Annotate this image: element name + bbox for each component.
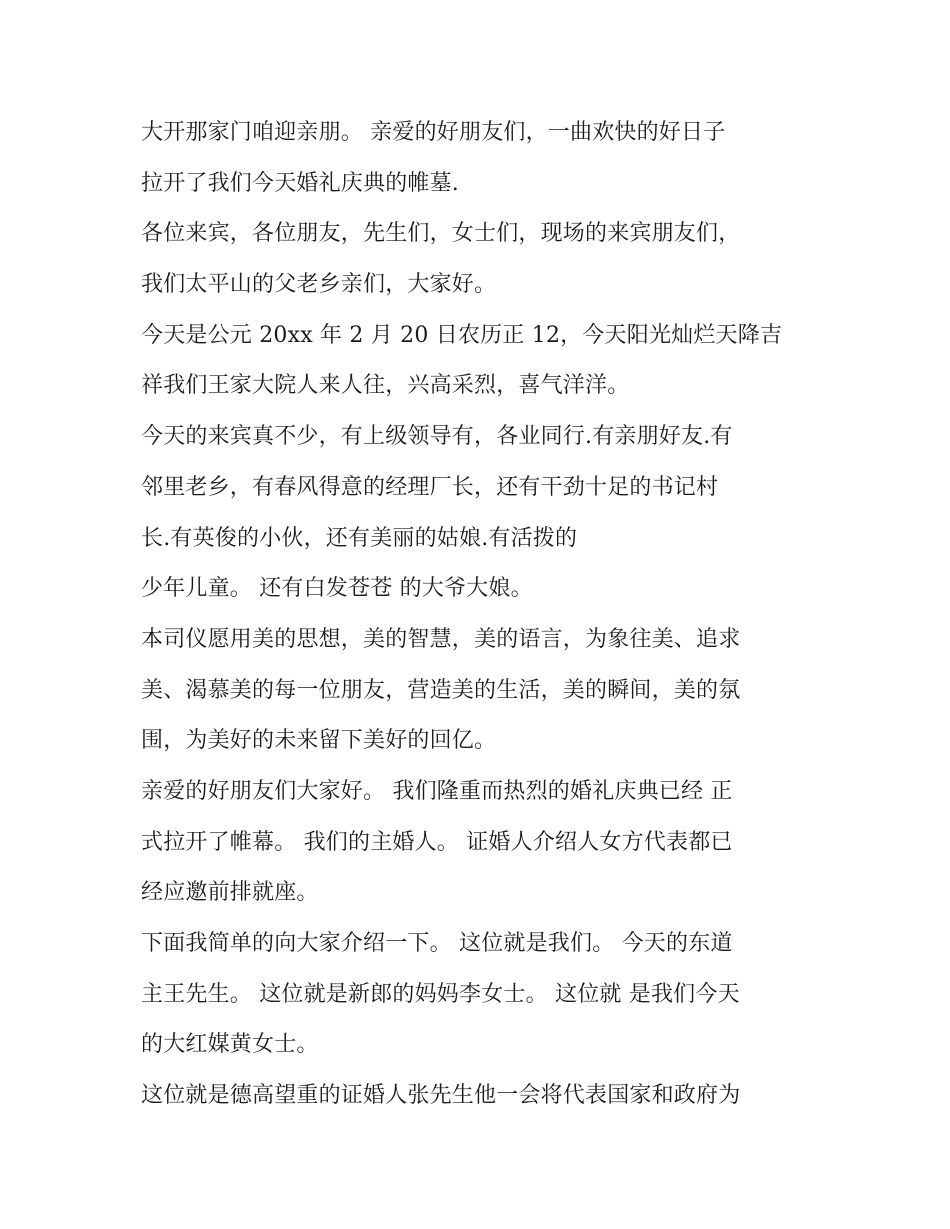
text-line: 的大红媒黄女士。 xyxy=(141,1032,319,1058)
text-line: 今天是公元 20xx 年 2 月 20 日农历正 12，今天阳光灿烂天降吉 xyxy=(141,322,783,348)
text-line: 本司仪愿用美的思想，美的智慧，美的语言，为象往美、追求 xyxy=(141,626,741,652)
text-line: 祥我们王家大院人来人往，兴高采烈，喜气洋洋。 xyxy=(141,373,630,399)
text-line: 下面我简单的向大家介绍一下。 这位就是我们。 今天的东道 xyxy=(141,931,733,956)
text-line: 围，为美好的未来留下美好的回亿。 xyxy=(141,728,497,754)
text-line: 今天的来宾真不少，有上级领导有，各业同行.有亲朋好友.有 xyxy=(141,424,733,450)
text-line: 大开那家门咱迎亲朋。 亲爱的好朋友们，一曲欢快的好日子 xyxy=(141,120,726,145)
text-line: 各位来宾，各位朋友，先生们，女士们，现场的来宾朋友们， xyxy=(141,221,741,247)
text-line: 亲爱的好朋友们大家好。 我们隆重而热烈的婚礼庆典已经 正 xyxy=(141,778,733,804)
text-line: 邻里老乡，有春风得意的经理厂长，还有干劲十足的书记村 xyxy=(141,474,719,500)
text-line: 长.有英俊的小伙，还有美丽的姑娘.有活拨的 xyxy=(141,525,578,551)
text-line: 我们太平山的父老乡亲们，大家好。 xyxy=(141,272,497,298)
text-line: 这位就是德高望重的证婚人张先生他一会将代表国家和政府为 xyxy=(141,1083,741,1109)
text-line: 拉开了我们今天婚礼庆典的帷墓. xyxy=(141,170,459,196)
text-line: 经应邀前排就座。 xyxy=(141,880,319,906)
text-line: 少年儿童。 还有白发苍苍 的大爷大娘。 xyxy=(141,576,533,602)
text-line: 式拉开了帷幕。 我们的主婚人。 证婚人介绍人女方代表都已 xyxy=(141,829,733,855)
text-line: 主王先生。 这位就是新郎的妈妈李女士。 这位就 是我们今天 xyxy=(141,981,740,1007)
document-body xyxy=(141,108,831,1122)
text-line: 美、渴慕美的每一位朋友，营造美的生活，美的瞬间，美的氛 xyxy=(141,677,741,703)
